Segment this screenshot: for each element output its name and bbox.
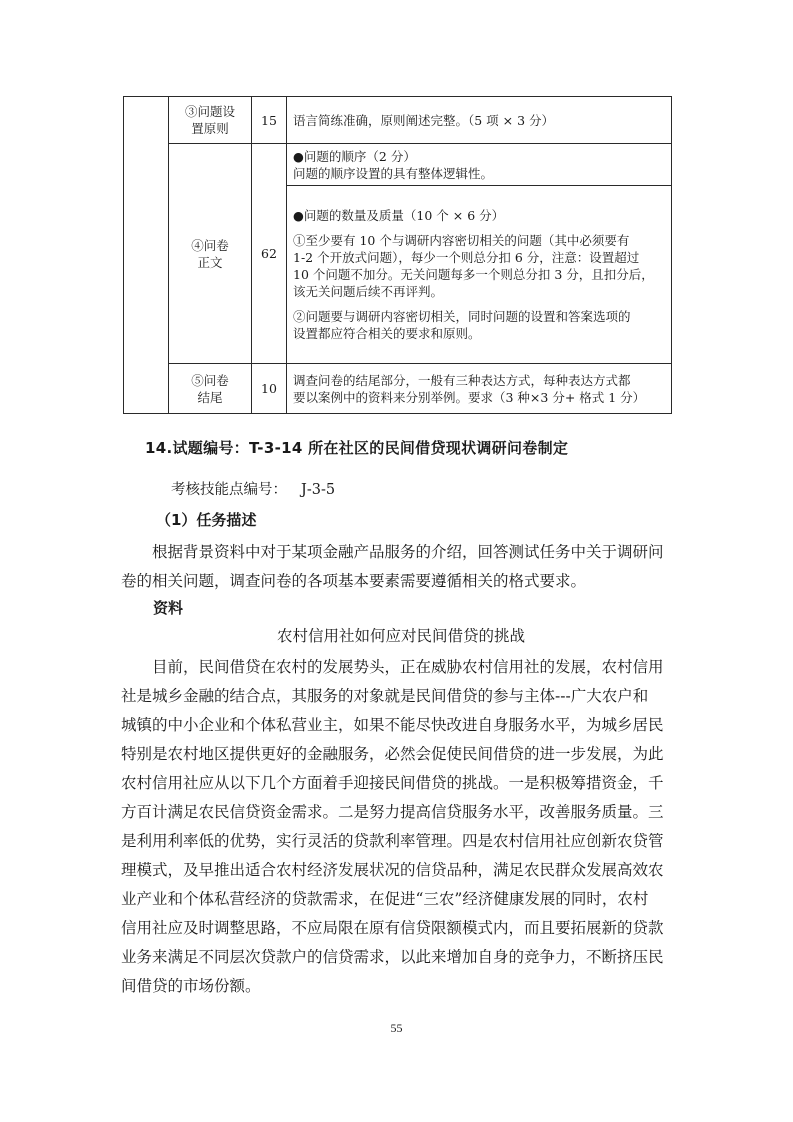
article-title: 农村信用社如何应对民间借贷的挑战: [276, 627, 525, 645]
content-cell: 语言简练准确，原则阐述完整。（5 项 × 3 分）: [287, 97, 672, 144]
item-cell: ⑤问卷 结尾: [169, 364, 252, 414]
scoring-table: [123, 96, 672, 414]
table-row-principles: [124, 97, 672, 144]
content-cell: 调查问卷的结尾部分，一般有三种表达方式，每种表达方式都 要以案例中的资料来分别举例。要求（3 种×3 分+ 格式 1 分）: [287, 364, 672, 414]
score-cell: 10: [252, 364, 287, 414]
item-cell: ④问卷 正文: [169, 144, 252, 364]
article-body: 目前，民间借贷在农村的发展势头，正在威胁农村信用社的发展，农村信用 社是城乡金融的结合点，其服务的对象就是民间借贷的参与主体---广大农户和 城镇的中小企业和个体私营业主，如果不能尽快改进自身服务水平，为城乡居民 特别是农村地区提供更好的金融服务，必然会促使民间借贷的进一步发展，为此 农村信用社应从以下几个方面着手迎接民间借贷的挑战。一是积极筹措资金，千 方百计满足农民信贷资金需求。二是努力提高信贷服务水平，改善服务质量。三 是利用利率低的优势，实行灵活的贷款利率管理。四是农村信用社应创新农贷管 理模式，及早推出适合农村经济发展状况的信贷品种，满足农民群众发展高效农 业产业和个体私营经济的贷款需求，在促进“三农”经济健康发展的同时，农村 信用社应及时调整思路，不应局限在原有信贷限额模式内，而且要拓展新的贷款 业务来满足不同层次贷款户的信贷需求，以此来增加自身的竞争力，不断挤压民 间借贷的市场份额。: [121, 658, 664, 995]
skill-label: 考核技能点编号：: [171, 482, 287, 498]
score-cell: 15: [252, 97, 287, 144]
table-row-body-order: [124, 144, 672, 186]
page-number: 55: [390, 1021, 403, 1035]
question-title: 14.试题编号：T-3-14 所在社区的民间借贷现状调研问卷制定: [145, 439, 569, 457]
table-row-ending: [124, 364, 672, 414]
item-cell: ③问题设 置原则: [169, 97, 252, 144]
skill-code-line: [171, 478, 335, 499]
material-heading: 资料: [153, 599, 184, 617]
content-cell: ●问题的数量及质量（10 个 × 6 分） ①至少要有 10 个与调研内容密切相关的问题（其中必须要有 1-2 个开放式问题），每少一个则总分扣 6 分，注意：设置超过 10 个问题不加分。无关问题每多一个则总分扣 3 分，且扣分后， 该无关问题后续不再评判。 ②问题要与调研内容密切相关，同时问题的设置和答案选项的 设置都应符合相关的要求和原则。: [287, 186, 672, 364]
table-empty-cell: [124, 97, 169, 414]
score-cell: 62: [252, 144, 287, 364]
skill-code: J-3-5: [301, 482, 336, 498]
task-heading: （1）任务描述: [156, 511, 257, 529]
content-cell: ●问题的顺序（2 分） 问题的顺序设置的具有整体逻辑性。: [287, 144, 672, 186]
task-description: 根据背景资料中对于某项金融产品服务的介绍，回答测试任务中关于调研问 卷的相关问题，调查问卷的各项基本要素需要遵循相关的格式要求。: [121, 543, 664, 590]
